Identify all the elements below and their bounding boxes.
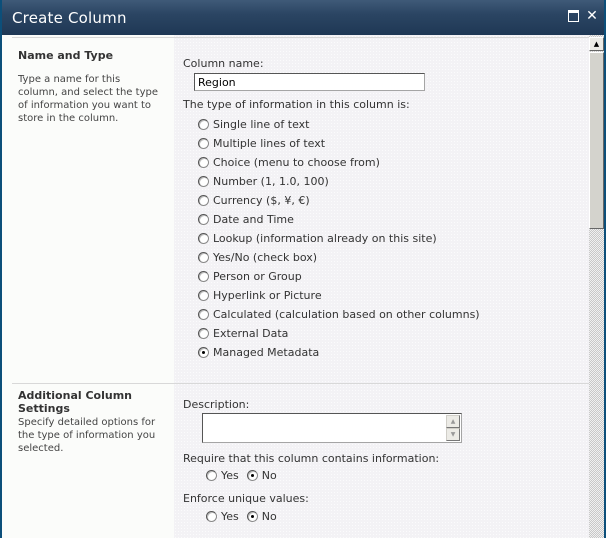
maximize-icon[interactable] <box>566 9 580 23</box>
radio-button[interactable] <box>198 214 209 225</box>
dialog-titlebar[interactable] <box>2 0 604 35</box>
radio-button[interactable] <box>198 138 209 149</box>
option-label: Person or Group <box>213 269 302 283</box>
radio-button-checked[interactable] <box>247 511 258 522</box>
option-label: No <box>261 469 277 482</box>
radio-button[interactable] <box>198 157 209 168</box>
vertical-scrollbar[interactable] <box>589 35 604 538</box>
option-label: External Data <box>213 326 289 340</box>
radio-button[interactable] <box>198 328 209 339</box>
radio-button[interactable] <box>198 271 209 282</box>
radio-button[interactable] <box>198 119 209 130</box>
type-option-multiple-lines[interactable] <box>198 136 325 150</box>
option-label: Choice (menu to choose from) <box>213 155 380 169</box>
section-heading: Additional Column Settings <box>18 389 132 415</box>
radio-button[interactable] <box>198 195 209 206</box>
additional-settings-info <box>18 389 158 455</box>
radio-button[interactable] <box>206 470 217 481</box>
radio-button[interactable] <box>206 511 217 522</box>
option-label: Date and Time <box>213 212 294 226</box>
scroll-up-icon[interactable]: ▲ <box>589 37 604 51</box>
scroll-up-icon[interactable]: ▲ <box>446 415 460 428</box>
type-option-single-line[interactable] <box>198 117 309 131</box>
column-name-label: Column name: <box>183 57 264 70</box>
option-label: Number (1, 1.0, 100) <box>213 174 329 188</box>
radio-button-checked[interactable] <box>198 347 209 358</box>
require-yes-option[interactable] <box>206 469 239 482</box>
option-label: Hyperlink or Picture <box>213 288 322 302</box>
type-option-managed-metadata[interactable] <box>198 345 319 359</box>
description-textarea[interactable] <box>202 413 462 443</box>
option-label: Single line of text <box>213 117 310 131</box>
unique-no-option[interactable] <box>247 510 277 523</box>
option-label: Yes/No (check box) <box>213 250 318 264</box>
require-label: Require that this column contains information: <box>183 452 440 465</box>
radio-button[interactable] <box>198 233 209 244</box>
radio-button-checked[interactable] <box>247 470 258 481</box>
unique-label: Enforce unique values: <box>183 492 309 505</box>
type-option-external-data[interactable] <box>198 326 288 340</box>
type-option-number[interactable] <box>198 174 329 188</box>
option-label: Multiple lines of text <box>213 136 326 150</box>
section-heading: Name and Type <box>18 49 114 62</box>
type-option-lookup[interactable] <box>198 231 437 245</box>
textarea-scrollbar[interactable] <box>446 415 460 442</box>
close-icon[interactable]: ✕ <box>586 8 598 24</box>
section-description: Specify detailed options for the type of information you selected. <box>18 417 156 454</box>
type-option-hyperlink[interactable] <box>198 288 322 302</box>
name-and-type-info <box>18 49 158 125</box>
require-no-option[interactable] <box>247 469 277 482</box>
option-label: Managed Metadata <box>213 345 320 359</box>
dialog-content <box>2 35 589 538</box>
type-option-currency[interactable] <box>198 193 310 207</box>
type-label: The type of information in this column is: <box>183 98 410 111</box>
section-divider <box>12 37 589 38</box>
option-label: Currency ($, ¥, €) <box>213 193 310 207</box>
option-label: No <box>261 510 277 523</box>
unique-radio-group <box>206 510 277 523</box>
option-label: Yes <box>221 510 239 523</box>
option-label: Calculated (calculation based on other columns) <box>213 307 480 321</box>
radio-button[interactable] <box>198 176 209 187</box>
option-label: Yes <box>221 469 239 482</box>
unique-yes-option[interactable] <box>206 510 239 523</box>
radio-button[interactable] <box>198 309 209 320</box>
column-name-input[interactable] <box>194 73 425 91</box>
require-radio-group <box>206 469 277 482</box>
radio-button[interactable] <box>198 290 209 301</box>
section-divider <box>12 383 589 384</box>
type-option-yes-no[interactable] <box>198 250 317 264</box>
option-label: Lookup (information already on this site) <box>213 231 437 245</box>
section-description: Type a name for this column, and select the type of information you want to store in the column. <box>18 74 158 124</box>
type-option-date-time[interactable] <box>198 212 294 226</box>
type-option-choice[interactable] <box>198 155 380 169</box>
scrollbar-thumb[interactable] <box>589 52 604 229</box>
scroll-down-icon[interactable]: ▼ <box>446 428 460 441</box>
description-label: Description: <box>183 398 250 411</box>
dialog-title: Create Column <box>12 9 127 27</box>
type-option-person-group[interactable] <box>198 269 302 283</box>
type-option-calculated[interactable] <box>198 307 480 321</box>
radio-button[interactable] <box>198 252 209 263</box>
